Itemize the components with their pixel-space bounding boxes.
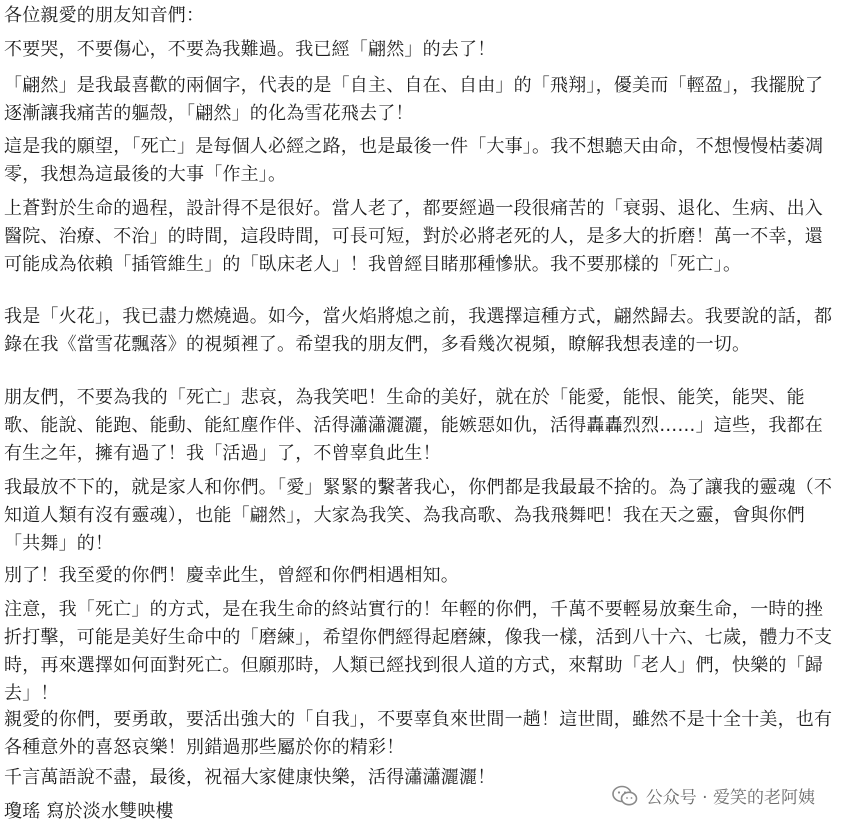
- letter-paragraph-5: 我是「火花」，我已盡力燃燒過。如今，當火焰將熄之前，我選擇這種方式，翩然歸去。我要說的話，都錄在我《當雪花飄落》的視頻裡了。希望我的朋友們，多看幾次視頻，瞭解我想表達的一切。: [4, 306, 833, 355]
- wechat-official-account-icon: [612, 785, 638, 807]
- letter-paragraph-6: 朋友們，不要為我的「死亡」悲哀，為我笑吧！生命的美好，就在於「能愛，能恨、能笑，能哭、能歌、能說、能跑、能動、能紅塵作伴、活得瀟瀟灑灑，能嫉惡如仇，活得轟轟烈烈……」這些，我都在有生之年，擁有過了！我「活過」了，不曾辜負此生！: [4, 387, 823, 464]
- letter-paragraph-7: 我最放不下的，就是家人和你們。「愛」緊緊的繫著我心，你們都是我最最不捨的。為了讓我的靈魂（不知道人類有沒有靈魂），也能「翩然」，大家為我笑、為我高歌、為我飛舞吧！我在天之靈，會與你們「共舞」的！: [4, 477, 833, 554]
- letter-paragraph-1: 不要哭，不要傷心，不要為我難過。我已經「翩然」的去了！: [4, 39, 496, 60]
- letter-greeting: 各位親愛的朋友知音們：: [4, 5, 205, 26]
- letter-signature: 瓊瑤 寫於淡水雙映樓: [4, 801, 174, 822]
- letter-paragraph-8: 別了！我至愛的你們！慶幸此生，曾經和你們相遇相知。: [4, 565, 459, 586]
- letter-paragraph-11: 千言萬語說不盡，最後，祝福大家健康快樂，活得瀟瀟灑灑！: [4, 767, 496, 788]
- letter-paragraph-9: 注意，我「死亡」的方式，是在我生命的終站實行的！年輕的你們，千萬不要輕易放棄生命，一時的挫折打擊，可能是美好生命中的「磨練」，希望你們經得起磨練，像我一樣，活到八十六、七歲，體力不支時，再來選擇如何面對死亡。但願那時，人類已經找到很人道的方式，來幫助「老人」們，快樂的「歸去」！: [4, 599, 833, 704]
- letter-paragraph-10: 親愛的你們，要勇敢，要活出強大的「自我」，不要辜負來世間一趟！這世間，雖然不是十全十美，也有各種意外的喜怒哀樂！別錯過那些屬於你的精彩！: [4, 709, 833, 758]
- letter-paragraph-3: 這是我的願望，「死亡」是每個人必經之路，也是最後一件「大事」。我不想聽天由命，不想慢慢枯萎凋零，我想為這最後的大事「作主」。: [4, 136, 824, 185]
- watermark: [612, 783, 815, 808]
- watermark-text: 公众号 · 爱笑的老阿姨: [645, 788, 815, 808]
- letter-paragraph-4: 上蒼對於生命的過程，設計得不是很好。當人老了，都要經過一段很痛苦的「衰弱、退化、生病、出入醫院、治療、不治」的時間，這段時間，可長可短，對於必將老死的人，是多大的折磨！萬一不幸，還可能成為依賴「插管維生」的「臥床老人」！我曾經目睹那種慘狀。我不要那樣的「死亡」。: [4, 198, 823, 275]
- letter-paragraph-2: 「翩然」是我最喜歡的兩個字，代表的是「自主、自在、自由」的「飛翔」，優美而「輕盈」，我擺脫了逐漸讓我痛苦的軀殼，「翩然」的化為雪花飛去了！: [4, 75, 824, 124]
